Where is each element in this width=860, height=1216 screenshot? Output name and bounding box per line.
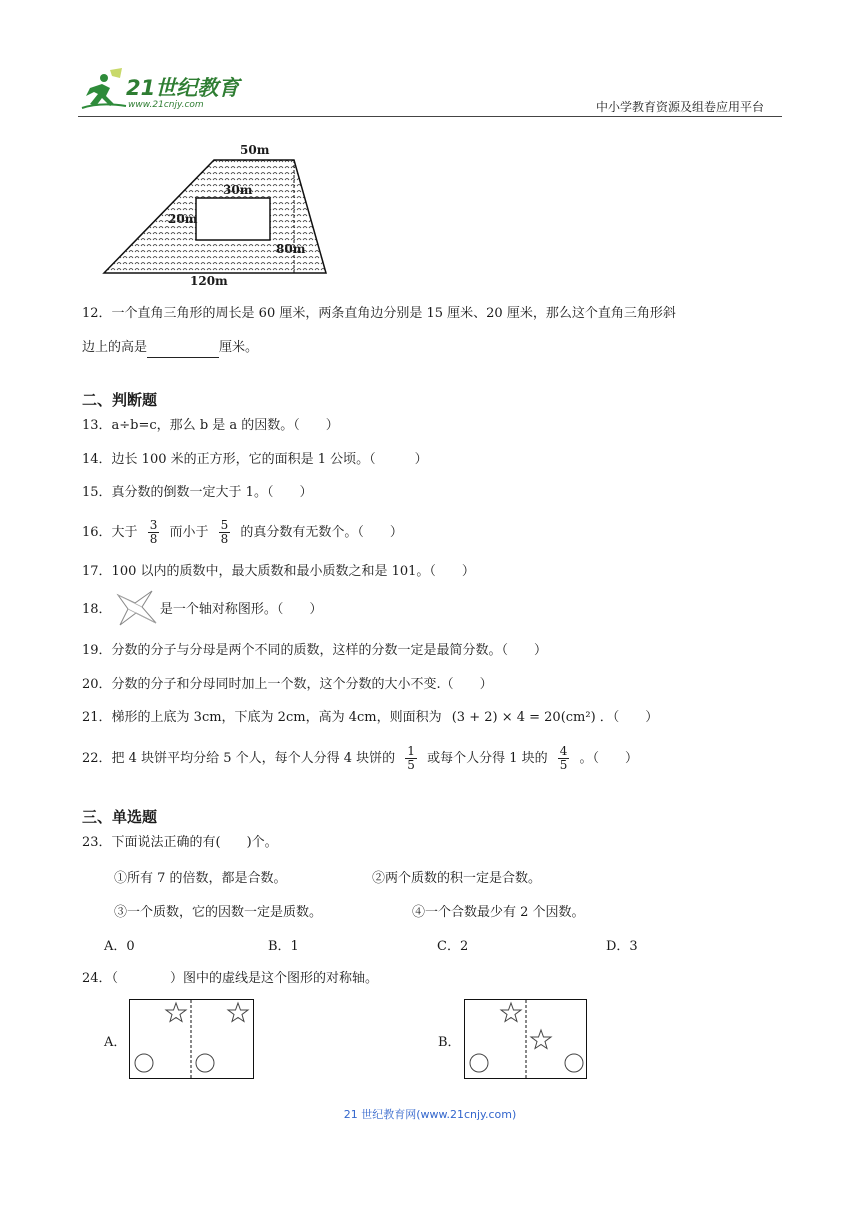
statement-1: ①所有 7 的倍数，都是合数。 [114, 871, 287, 886]
label-inner-height: 20m [168, 212, 198, 226]
statement-2: ②两个质数的积一定是合数。 [372, 871, 542, 886]
footer-link[interactable]: 21 世纪教育网(www.21cnjy.com) [343, 1108, 517, 1121]
question-12-line2: 边上的高是 厘米。 [82, 338, 258, 358]
statement-4: ④一个合数最少有 2 个因数。 [412, 905, 585, 920]
question-14: 14．边长 100 米的正方形，它的面积是 1 公顷。（ ） [82, 452, 428, 467]
question-16: 16．大于 $\frac{3}{8}$ 而小于 $\frac{5}{8}$ 的真分数有无数个。（ ） [82, 518, 403, 546]
question-12: 12．一个直角三角形的周长是 60 厘米，两条直角边分别是 15 厘米、20 厘米，那么这个直角三角形斜 [82, 306, 676, 321]
area-expression: (3 + 2) × 4 = 20(cm²) [451, 710, 596, 725]
fraction: $\frac{1}{5}$ [407, 744, 415, 772]
label-inner-width: 30m [223, 183, 253, 197]
question-13: 13．a÷b=c，那么 b 是 a 的因数。（ ） [82, 418, 339, 433]
header-rule [78, 116, 782, 117]
platform-title: 中小学教育资源及组卷应用平台 [596, 100, 765, 114]
runner-logo-icon [80, 66, 128, 112]
section-title-single-choice: 三、单选题 [82, 808, 158, 826]
option-b[interactable]: B． [438, 1035, 461, 1050]
figure-b[interactable] [464, 999, 590, 1085]
statement-3: ③一个质数，它的因数一定是质数。 [114, 905, 323, 920]
label-height: 80m [276, 242, 306, 256]
logo-url: www.21cnjy.com [128, 100, 204, 110]
fraction: $\frac{5}{8}$ [220, 518, 229, 546]
option-d[interactable]: D．3 [606, 939, 638, 954]
logo [80, 66, 250, 116]
question-17: 17．100 以内的质数中，最大质数和最小质数之和是 101。（ ） [82, 564, 475, 579]
answer-blank[interactable] [147, 343, 219, 358]
trapezoid-figure [98, 140, 330, 290]
fraction: $\frac{4}{5}$ [559, 744, 568, 772]
fraction: $\frac{3}{8}$ [149, 518, 158, 546]
question-23: 23．下面说法正确的有( )个。 [82, 835, 278, 850]
option-b[interactable]: B．1 [268, 939, 299, 954]
question-20: 20．分数的分子和分母同时加上一个数，这个分数的大小不变.（ ） [82, 677, 493, 692]
question-24: 24．（ ）图中的虚线是这个图形的对称轴。 [82, 971, 379, 986]
question-22: 22．把 4 块饼平均分给 5 个人，每个人分得 4 块饼的 $\frac{1}{5}$ 或每个人分得 1 块的 $\frac{4}{5}$ 。（ ） [82, 744, 639, 772]
label-bottom: 120m [190, 274, 228, 288]
question-19: 19．分数的分子与分母是两个不同的质数，这样的分数一定是最简分数。（ ） [82, 643, 548, 658]
option-c[interactable]: C．2 [437, 939, 469, 954]
section-title-judgment: 二、判断题 [82, 391, 158, 409]
figure-a[interactable] [129, 999, 255, 1085]
question-15: 15．真分数的倒数一定大于 1。（ ） [82, 485, 313, 500]
option-a[interactable]: A． [104, 1035, 127, 1050]
question-21: 21．梯形的上底为 3cm，下底为 2cm，高为 4cm，则面积为 (3 + 2) × 4 = 20(cm²) ．（ ） [82, 710, 659, 725]
star-shape-icon [112, 589, 158, 627]
question-18: 18． 是一个轴对称图形。（ ） [82, 600, 322, 620]
option-a[interactable]: A．0 [104, 939, 135, 954]
logo-text: 21世纪教育 [126, 76, 240, 100]
label-top: 50m [240, 143, 270, 157]
